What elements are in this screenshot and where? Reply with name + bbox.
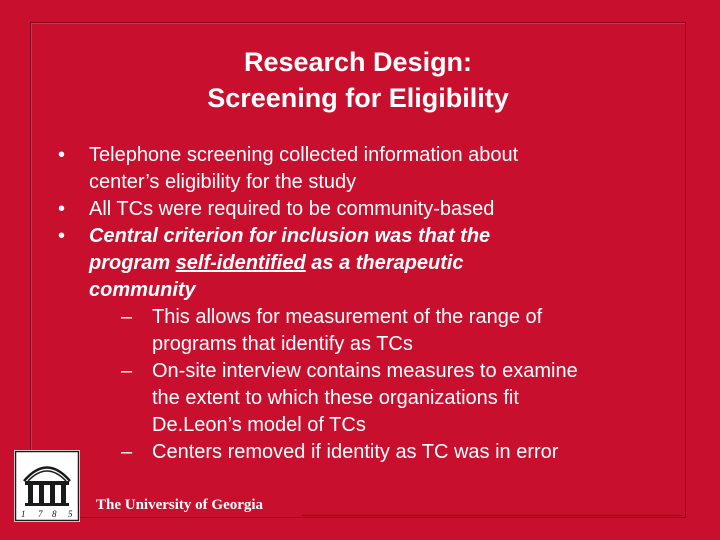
- sub-bullet-3-line-1: Centers removed if identity as TC was in error: [152, 441, 559, 463]
- bullet-glyph: •: [58, 144, 66, 166]
- bullet-item-1: [58, 142, 658, 196]
- title-line-2: Screening for Eligibility: [207, 83, 509, 113]
- title-line-1: Research Design:: [243, 47, 473, 77]
- sub-bullet-1-line-1: This allows for measurement of the range of: [152, 306, 543, 328]
- dash-glyph: –: [121, 441, 133, 463]
- bullet-3-line-3: community: [89, 279, 196, 301]
- bullet-3-text-a: program: [89, 252, 176, 274]
- bullet-2-text: All TCs were required to be community-based: [89, 198, 495, 220]
- slide-title: [30, 44, 686, 116]
- sub-bullet-3: [89, 439, 658, 466]
- bullet-1-line-2: center’s eligibility for the study: [89, 171, 357, 193]
- bullet-list: [58, 142, 658, 466]
- underlined-phrase: self-identified: [175, 252, 306, 274]
- sub-bullet-2-line-2: the extent to which these organizations fit: [152, 387, 519, 409]
- bullet-1-line-1: Telephone screening collected information about: [89, 144, 519, 166]
- sub-bullet-2: [89, 358, 658, 439]
- logo-year-digit: 1: [21, 509, 26, 519]
- bullet-glyph: •: [58, 198, 66, 220]
- dash-glyph: –: [121, 360, 133, 382]
- bullet-3-line-2: [89, 250, 658, 277]
- bullet-3-line-1: Central criterion for inclusion was that the: [89, 225, 491, 247]
- sub-bullet-2-line-1: On-site interview contains measures to examine: [152, 360, 578, 382]
- bullet-item-3: [58, 223, 658, 466]
- footer-divider: [302, 515, 682, 516]
- dash-glyph: –: [121, 306, 133, 328]
- arch-icon: [14, 450, 80, 522]
- bullet-item-2: [58, 196, 658, 223]
- logo-year-digit: 7: [38, 509, 43, 519]
- sub-bullet-1: [89, 304, 658, 358]
- footer-university-name: The University of Georgia: [96, 497, 264, 513]
- university-arch-logo: [14, 450, 80, 522]
- bullet-3-text-b: as a therapeutic: [305, 252, 464, 274]
- logo-year-digit: 8: [52, 509, 57, 519]
- bullet-glyph: •: [58, 225, 66, 247]
- sub-bullet-1-line-2: programs that identify as TCs: [152, 333, 413, 355]
- logo-year-digit: 5: [68, 509, 73, 519]
- sub-bullet-2-line-3: De.Leon’s model of TCs: [152, 414, 366, 436]
